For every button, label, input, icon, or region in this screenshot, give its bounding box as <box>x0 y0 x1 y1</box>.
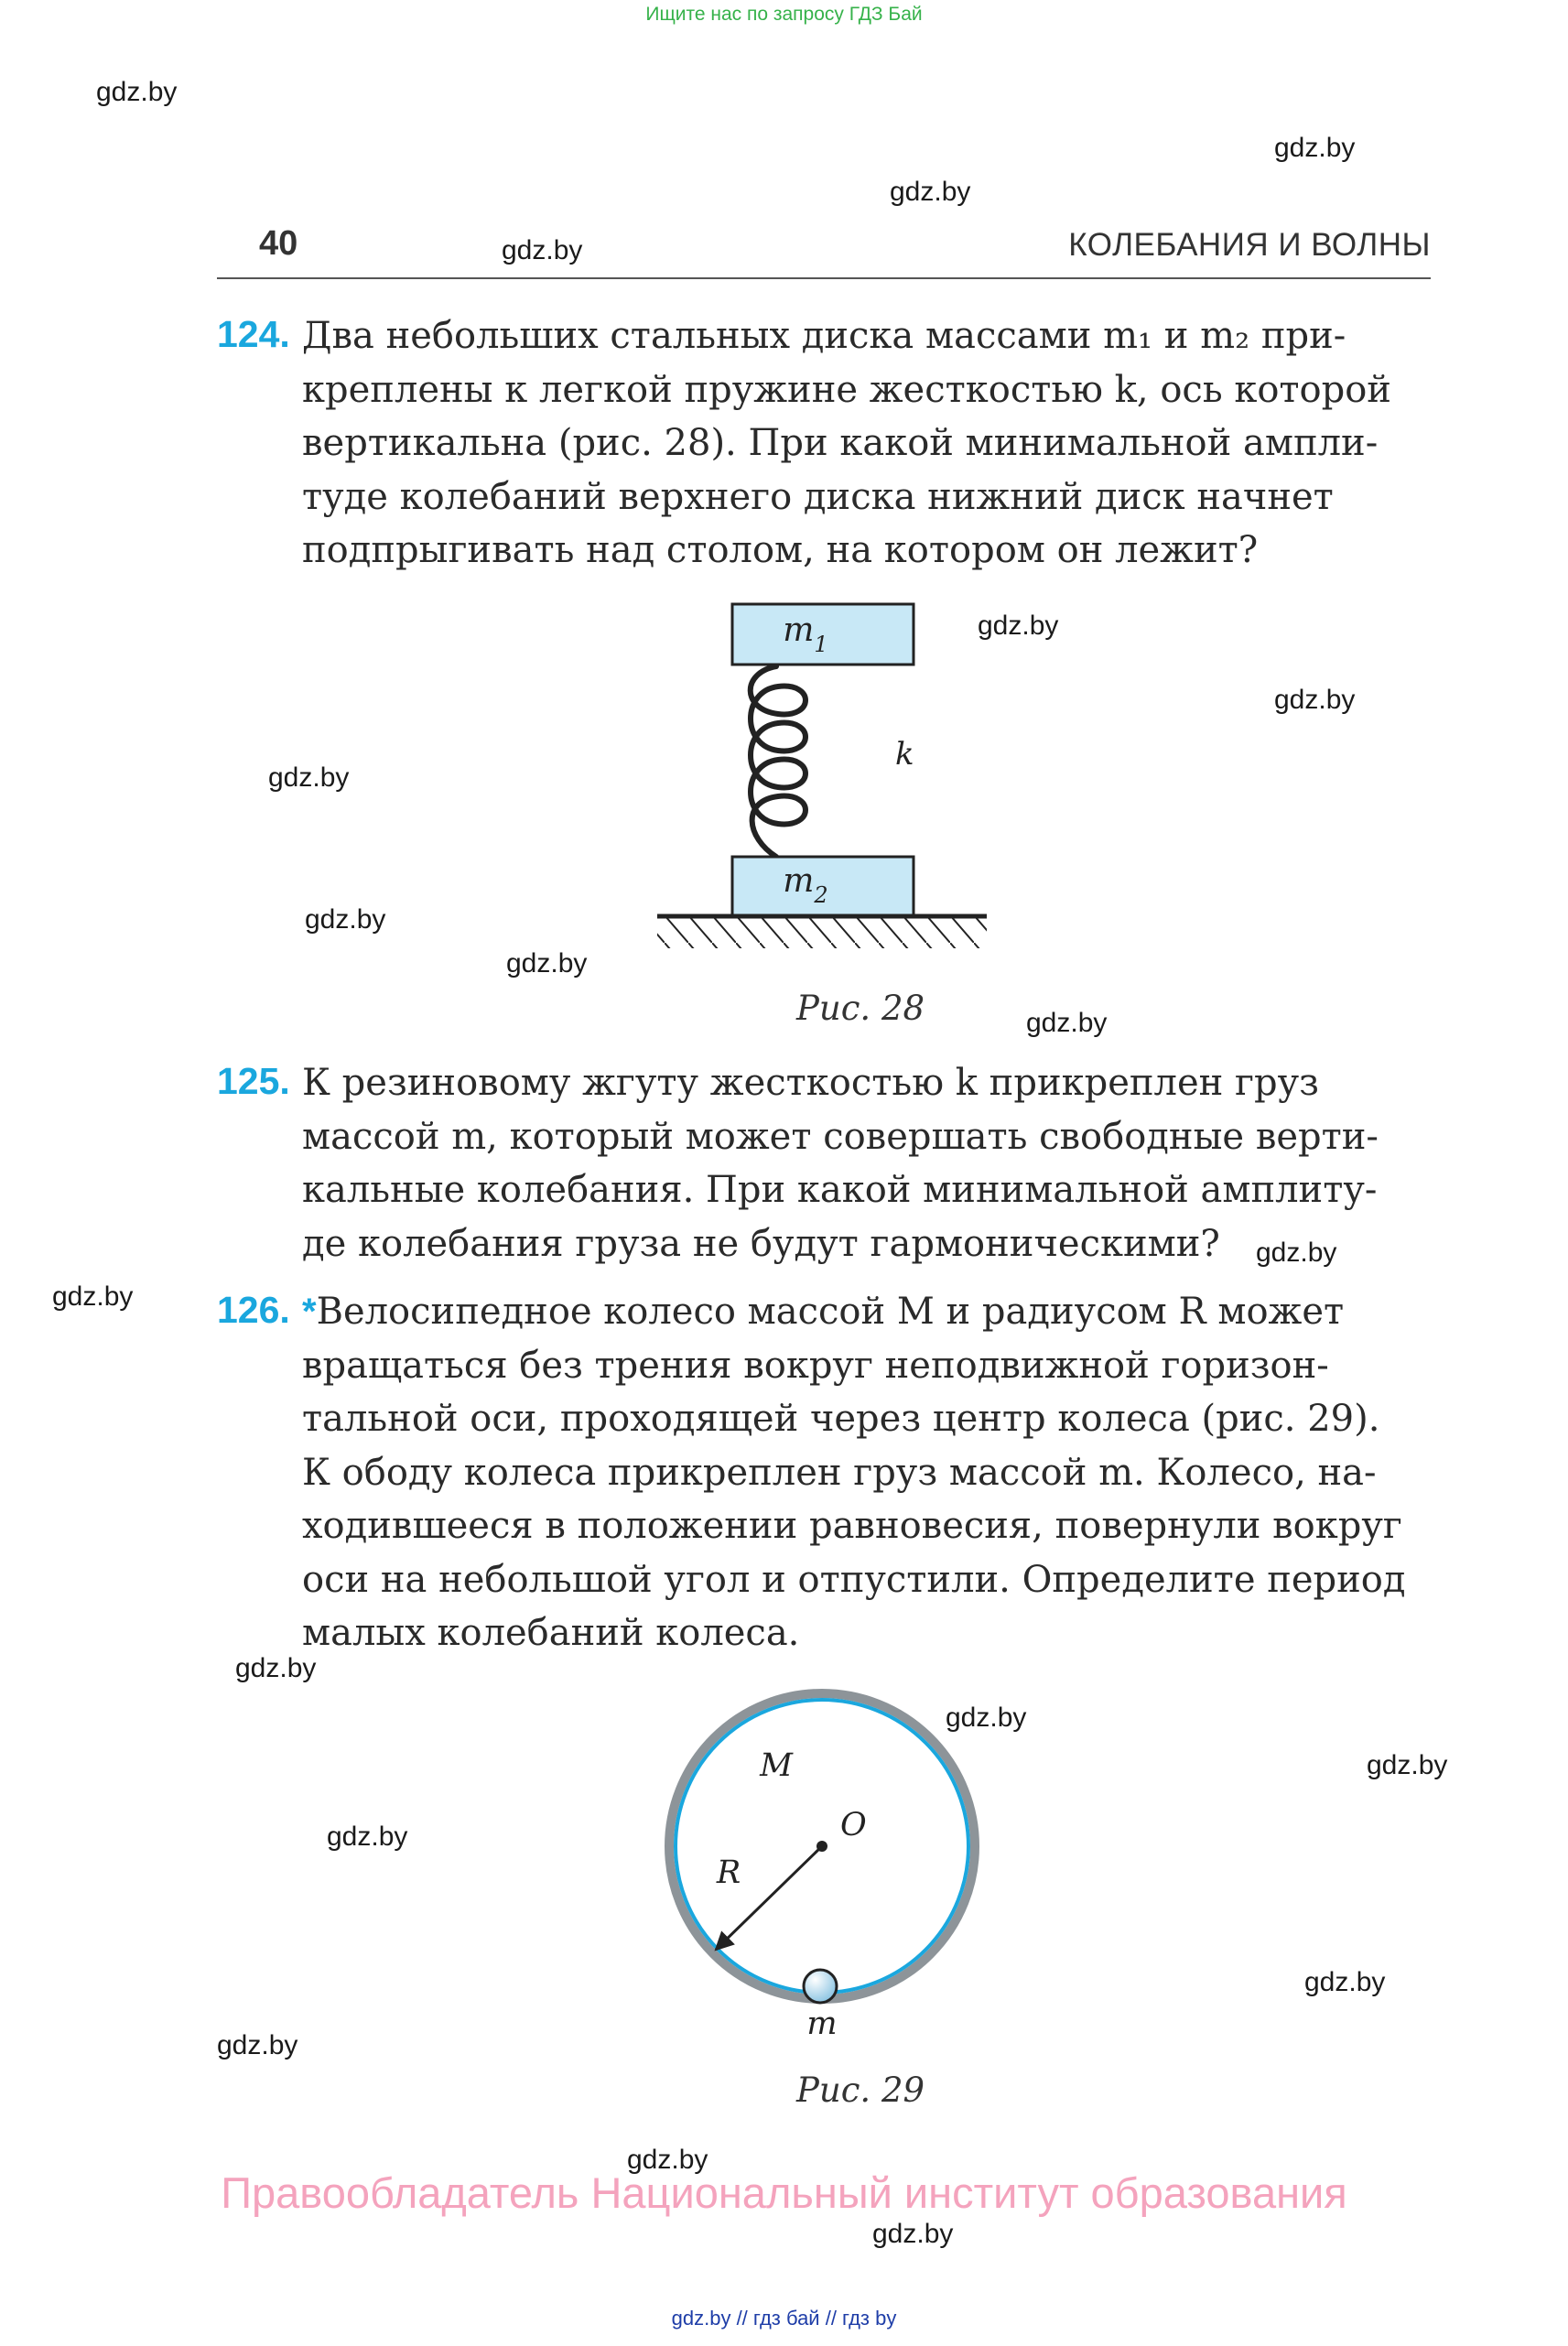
figure-29-wheel <box>641 1675 1007 2060</box>
label-m2: m <box>783 862 815 900</box>
page-number: 40 <box>259 224 298 263</box>
problem-line: креплены к легкой пружине жесткостью k, ось которой <box>302 368 1391 411</box>
center-point <box>816 1841 827 1852</box>
problem-line: туде колебаний верхнего диска нижний диск начнет <box>302 475 1334 518</box>
problem-line: тальной оси, проходящей через центр колеса (рис. 29). <box>302 1398 1380 1440</box>
label-m: m <box>806 2005 838 2042</box>
watermark: gdz.by <box>96 77 178 107</box>
problem-125-text <box>302 1056 1431 1270</box>
problem-line: де колебания груза не будут гармоническими? <box>302 1222 1220 1265</box>
problem-line: К ободу колеса прикреплен груз массой m. Колесо, на- <box>302 1451 1377 1494</box>
label-R: R <box>716 1854 741 1891</box>
watermark: gdz.by <box>1256 1238 1337 1268</box>
spring <box>751 666 806 857</box>
problem-line: малых колебаний колеса. <box>302 1612 800 1654</box>
figure-29-caption: Рис. 29 <box>795 2070 925 2110</box>
label-m2-sub: 2 <box>814 882 828 908</box>
watermark: gdz.by <box>872 2219 954 2249</box>
problem-line: подпрыгивать над столом, на котором он лежит? <box>302 529 1259 571</box>
watermark: gdz.by <box>1274 133 1356 163</box>
problem-line: К резиновому жгуту жесткостью k прикреплен груз <box>302 1062 1319 1104</box>
label-m1: m <box>783 611 815 649</box>
watermark: gdz.by <box>890 177 971 207</box>
load-ball <box>804 1970 837 2003</box>
watermark: gdz.by <box>1304 1967 1386 1997</box>
watermark: gdz.by <box>305 904 386 935</box>
watermark: gdz.by <box>217 2030 298 2060</box>
watermark: gdz.by <box>235 1653 317 1683</box>
watermark: gdz.by <box>627 2145 708 2175</box>
problem-124-text <box>302 309 1431 578</box>
watermark: gdz.by <box>506 948 588 978</box>
watermark: gdz.by <box>327 1822 408 1852</box>
rights-holder-text: Правообладатель Национальный институт образования <box>221 2168 1347 2217</box>
label-m1-sub: 1 <box>814 632 828 657</box>
label-O: O <box>840 1807 867 1843</box>
header-divider <box>217 277 1431 279</box>
problem-number-124: 124. <box>217 313 290 355</box>
problem-126-text <box>302 1285 1431 1660</box>
watermark: gdz.by <box>946 1703 1027 1733</box>
problem-number-125: 125. <box>217 1060 290 1102</box>
difficulty-star: * <box>302 1292 317 1332</box>
top-banner[interactable]: Ищите нас по запросу ГДЗ Бай <box>645 4 923 25</box>
problem-line: оси на небольшой угол и отпустили. Определите период <box>302 1558 1406 1601</box>
watermark: gdz.by <box>52 1281 134 1312</box>
problem-line: вертикальна (рис. 28). При какой минимальной ампли- <box>302 422 1379 464</box>
footer-links[interactable]: gdz.by // гдз бай // гдз by <box>671 2307 897 2330</box>
problem-line: ходившееся в положении равновесия, повернули вокруг <box>302 1505 1402 1547</box>
watermark: gdz.by <box>978 611 1059 641</box>
label-M: M <box>760 1747 793 1784</box>
watermark: gdz.by <box>502 235 583 265</box>
table-hatching <box>657 915 987 948</box>
problem-line: Велосипедное колесо массой M и радиусом R может <box>316 1291 1345 1333</box>
problem-number-126: 126. <box>217 1289 290 1331</box>
figure-28-caption: Рис. 28 <box>795 989 925 1028</box>
watermark: gdz.by <box>1026 1008 1108 1038</box>
chapter-title: КОЛЕБАНИЯ И ВОЛНЫ <box>1068 227 1431 263</box>
problem-line: массой m, который может совершать свободные верти- <box>302 1115 1379 1158</box>
label-k: k <box>895 736 914 773</box>
watermark: gdz.by <box>1274 685 1356 715</box>
problem-line: вращаться без трения вокруг неподвижной горизон- <box>302 1344 1329 1387</box>
figure-28-spring-discs <box>641 586 1007 961</box>
problem-line: Два небольших стальных диска массами m₁ и m₂ при- <box>302 315 1346 357</box>
watermark: gdz.by <box>268 762 350 793</box>
watermark: gdz.by <box>1367 1750 1448 1780</box>
problem-line: кальные колебания. При какой минимальной амплиту- <box>302 1169 1378 1211</box>
